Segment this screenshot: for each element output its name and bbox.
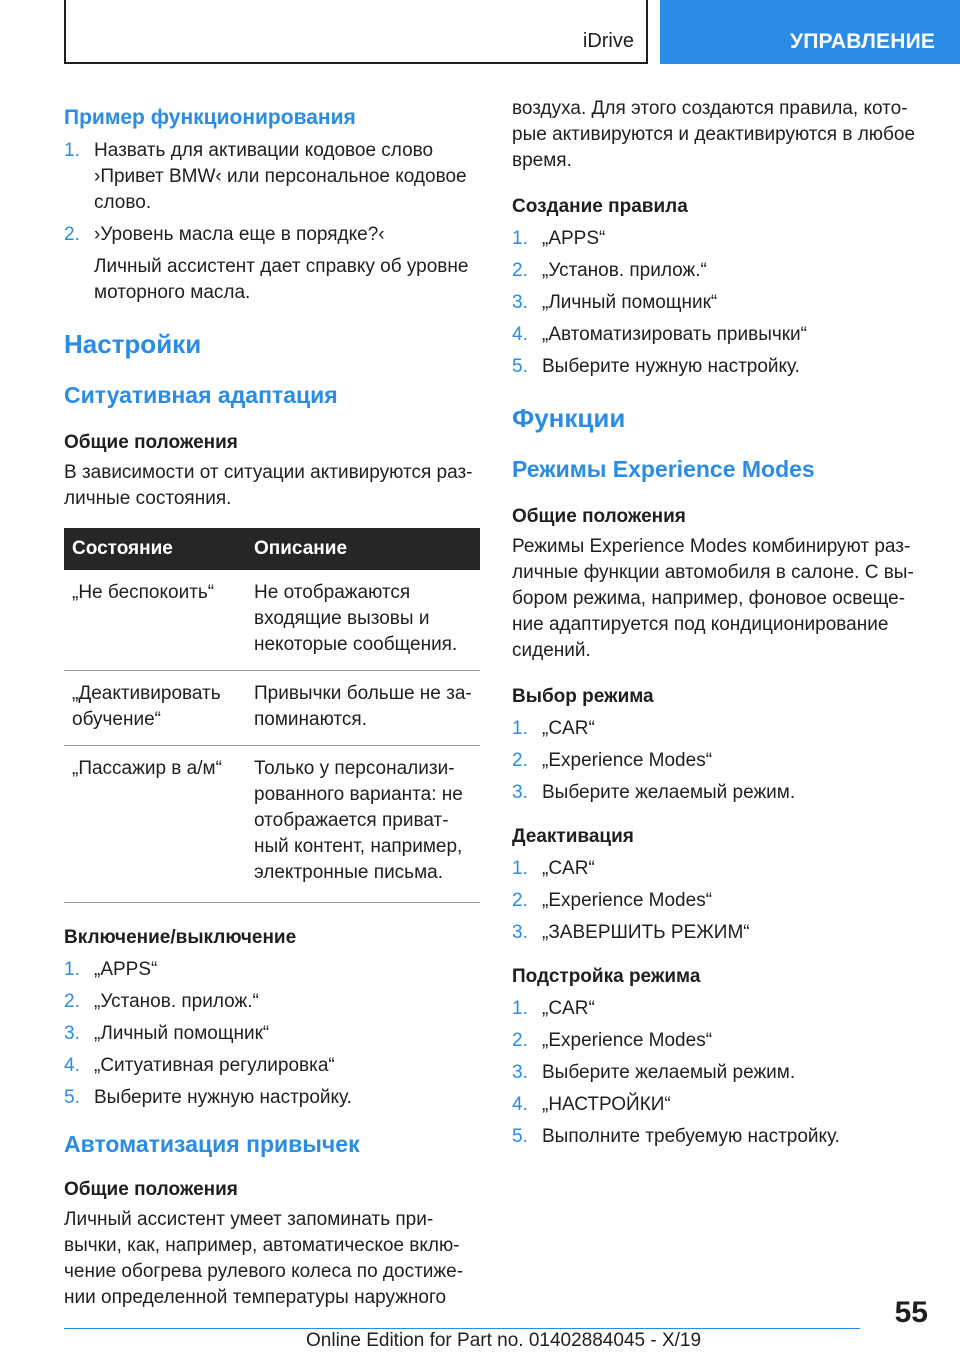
- list-text: „Установ. прилож.“: [94, 991, 259, 1012]
- footer-divider: [64, 1328, 860, 1329]
- list-text: Выберите желаемый режим.: [542, 782, 796, 803]
- habits-title: Автоматизация привычек: [64, 1131, 360, 1157]
- toggle-title: Включение/выключение: [64, 927, 297, 948]
- list-number: 2.: [64, 991, 80, 1012]
- modes-general-title: Общие положения: [512, 506, 686, 527]
- list-item: [512, 780, 920, 806]
- example-list: [64, 138, 480, 306]
- example-title: Пример функционирования: [64, 106, 356, 129]
- modes-title: Режимы Experience Modes: [512, 456, 815, 482]
- rule-list: [512, 226, 920, 380]
- list-number: 4.: [512, 324, 528, 345]
- continued-text: воздуха. Для этого создаются правила, которые активируются и деактивируются в любое время.: [512, 98, 916, 171]
- list-number: 3.: [64, 1023, 80, 1044]
- list-item: [64, 138, 480, 216]
- list-number: 2.: [512, 260, 528, 281]
- list-number: 2.: [512, 750, 528, 771]
- list-number: 1.: [64, 959, 80, 980]
- list-text: „APPS“: [542, 228, 606, 249]
- list-item: [512, 354, 920, 380]
- list-item: [64, 222, 480, 306]
- table-row: [64, 570, 480, 671]
- list-item: [512, 290, 920, 316]
- list-text: Выберите нужную настройку.: [542, 356, 800, 377]
- list-number: 1.: [64, 140, 80, 161]
- table-cell: „Не беспокоить“: [64, 570, 246, 671]
- list-item: [512, 856, 920, 882]
- table-header-state: Состояние: [64, 528, 246, 570]
- list-text: „APPS“: [94, 959, 158, 980]
- table-row: [64, 671, 480, 746]
- list-number: 1.: [512, 998, 528, 1019]
- table-row: [64, 746, 480, 903]
- left-column: [64, 104, 480, 1311]
- table-cell: Привычки больше не запоминаются.: [246, 671, 480, 746]
- list-item: [512, 322, 920, 348]
- list-item: [64, 957, 480, 983]
- footer-edition: Online Edition for Part no. 01402884045 - X/19: [306, 1330, 702, 1351]
- habits-general-title: Общие положения: [64, 1179, 238, 1200]
- list-item: [512, 1124, 920, 1150]
- list-text: Назвать для активации кодовое слово ›Привет BMW‹ или персональное кодовое слово.: [94, 140, 467, 213]
- table-header-row: [64, 528, 480, 570]
- general-text: В зависимости от ситуации активируются различные состояния.: [64, 462, 473, 509]
- list-item: [512, 1060, 920, 1086]
- list-item: [512, 1028, 920, 1054]
- list-text: ›Уровень масла еще в порядке?‹: [94, 224, 385, 245]
- list-text: „Ситуативная регулировка“: [94, 1055, 335, 1076]
- situational-title: Ситуативная адаптация: [64, 382, 338, 408]
- list-text: „Автоматизировать привычки“: [542, 324, 807, 345]
- list-number: 3.: [512, 1062, 528, 1083]
- list-number: 4.: [64, 1055, 80, 1076]
- list-item: [64, 989, 480, 1015]
- list-text: Выберите желаемый режим.: [542, 1062, 796, 1083]
- list-number: 5.: [512, 1126, 528, 1147]
- select-title: Выбор режима: [512, 686, 654, 707]
- header-section-label: iDrive: [582, 30, 634, 52]
- list-subtext: Личный ассистент дает справку об уровне моторного масла.: [94, 256, 469, 303]
- toggle-list: [64, 957, 480, 1111]
- list-item: [512, 258, 920, 284]
- table-header-description: Описание: [246, 528, 480, 570]
- settings-title: Настройки: [64, 329, 202, 359]
- table-cell: Не отображаются входящие вызовы и некоторые сообщения.: [246, 570, 480, 671]
- list-text: „Experience Modes“: [542, 750, 713, 771]
- list-text: Выполните требуемую настройку.: [542, 1126, 840, 1147]
- list-text: „ЗАВЕРШИТЬ РЕЖИМ“: [542, 922, 750, 943]
- select-list: [512, 716, 920, 806]
- list-item: [512, 226, 920, 252]
- table-cell: „Деактивировать обучение“: [64, 671, 246, 746]
- list-item: [64, 1021, 480, 1047]
- list-text: „Личный помощник“: [94, 1023, 270, 1044]
- list-text: „Experience Modes“: [542, 1030, 713, 1051]
- list-text: „Установ. прилож.“: [542, 260, 707, 281]
- right-column: [512, 96, 920, 1156]
- list-text: „CAR“: [542, 718, 595, 739]
- list-number: 5.: [64, 1087, 80, 1108]
- list-number: 3.: [512, 292, 528, 313]
- deact-title: Деактивация: [512, 826, 634, 847]
- list-number: 1.: [512, 718, 528, 739]
- list-item: [512, 716, 920, 742]
- list-number: 1.: [512, 858, 528, 879]
- adjust-title: Подстройка режима: [512, 966, 701, 987]
- list-item: [512, 996, 920, 1022]
- list-item: [512, 920, 920, 946]
- states-table: [64, 528, 480, 903]
- header-chapter-tab: УПРАВЛЕНИЕ: [660, 0, 960, 64]
- list-text: „НАСТРОЙКИ“: [542, 1094, 671, 1115]
- rule-title: Создание правила: [512, 196, 688, 217]
- list-text: „CAR“: [542, 858, 595, 879]
- table-cell: Только у персонализированного варианта: не отображается приватный контент, например, электронные письма.: [246, 746, 480, 903]
- list-number: 2.: [512, 1030, 528, 1051]
- list-number: 5.: [512, 356, 528, 377]
- list-number: 2.: [64, 224, 80, 245]
- header-section-box: [64, 0, 648, 64]
- list-number: 3.: [512, 782, 528, 803]
- adjust-list: [512, 996, 920, 1150]
- list-item: [512, 1092, 920, 1118]
- list-item: [64, 1053, 480, 1079]
- list-text: „CAR“: [542, 998, 595, 1019]
- list-number: 4.: [512, 1094, 528, 1115]
- functions-title: Функции: [512, 403, 626, 433]
- modes-text: Режимы Experience Modes комбинируют различные функции автомобиля в салоне. С выбором режима, например, фоновое освещение адаптируется под кондиционирование сидений.: [512, 536, 914, 661]
- list-item: [64, 1085, 480, 1111]
- list-text: „Личный помощник“: [542, 292, 718, 313]
- deact-list: [512, 856, 920, 946]
- list-number: 2.: [512, 890, 528, 911]
- page-number: 55: [894, 1296, 928, 1329]
- list-item: [512, 748, 920, 774]
- habits-text: Личный ассистент умеет запоминать привычки, как, например, автоматическое включение обогрева рулевого колеса по достижении определенной температуры наружного: [64, 1209, 464, 1308]
- list-text: „Experience Modes“: [542, 890, 713, 911]
- list-text: Выберите нужную настройку.: [94, 1087, 352, 1108]
- list-item: [512, 888, 920, 914]
- general-title: Общие положения: [64, 432, 238, 453]
- table-cell: „Пассажир в а/м“: [64, 746, 246, 903]
- list-number: 1.: [512, 228, 528, 249]
- list-number: 3.: [512, 922, 528, 943]
